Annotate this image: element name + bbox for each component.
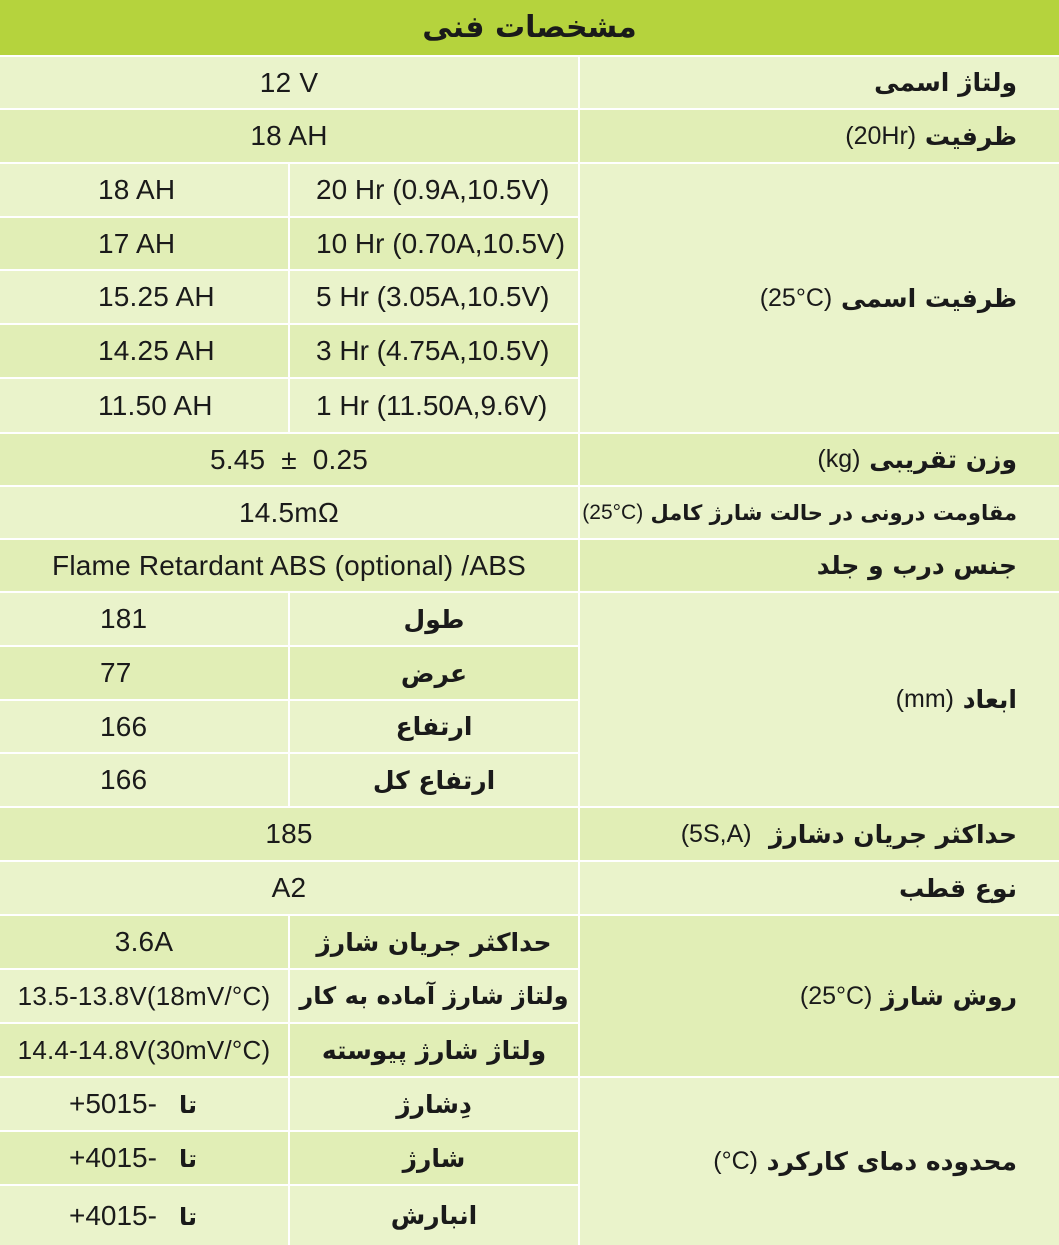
rated-capacity-value-2: 17 AH: [0, 218, 288, 269]
label-internal-resistance: (25°C) مقاومت درونی در حالت شارژ کامل: [580, 487, 1059, 538]
value-max-discharge: 185: [0, 808, 578, 860]
label-charge-method: (25°C) روش شارژ: [580, 916, 1059, 1076]
value-capacity-20hr: 18 AH: [0, 110, 578, 162]
temp-storage-range: [0, 1186, 288, 1245]
label-weight: (kg) وزن تقریبی: [580, 434, 1059, 485]
charge-cycle-voltage-label: ولتاژ شارژ پیوسته: [290, 1024, 578, 1076]
rated-capacity-value-4: 14.25 AH: [0, 325, 288, 377]
temp-discharge-high: +50: [68, 1088, 117, 1119]
rated-capacity-rate-2: 10 Hr (0.70A,10.5V): [290, 218, 578, 269]
label-capacity-20hr: (20Hr) ظرفیت: [580, 110, 1059, 162]
charge-standby-voltage-value: 13.5-13.8V(18mV/°C): [0, 970, 288, 1022]
temp-charge-high: +40: [68, 1142, 117, 1173]
temp-charge-low: -15: [116, 1142, 157, 1173]
label-rated-capacity: (25°C) ظرفیت اسمی: [580, 164, 1059, 432]
temp-storage-high: +40: [68, 1199, 117, 1231]
dimension-total-height-label: ارتفاع کل: [290, 754, 578, 806]
temp-discharge-low: -15: [116, 1088, 157, 1119]
label-nominal-voltage: ولتاژ اسمی: [580, 57, 1059, 108]
dimension-length-value: 181: [0, 593, 288, 645]
temp-charge-range: [0, 1132, 288, 1184]
temp-storage-to: تا: [178, 1202, 197, 1231]
label-operating-temp: (°C) محدوده دمای کارکرد: [580, 1078, 1059, 1245]
label-max-discharge: (5S,A) حداکثر جریان دشارژ: [580, 808, 1059, 860]
label-dimensions: (mm) ابعاد: [580, 593, 1059, 806]
charge-cycle-voltage-value: 14.4-14.8V(30mV/°C): [0, 1024, 288, 1076]
dimension-width-value: 77: [0, 647, 288, 699]
value-nominal-voltage: 12 V: [0, 57, 578, 108]
rated-capacity-rate-1: 20 Hr (0.9A,10.5V): [290, 164, 578, 216]
rated-capacity-value-1: 18 AH: [0, 164, 288, 216]
temp-discharge-label: دِشارژ: [290, 1078, 578, 1130]
value-internal-resistance: 14.5mΩ: [0, 487, 578, 538]
charge-standby-voltage-label: ولتاژ شارژ آماده به کار: [290, 970, 578, 1022]
dimension-total-height-value: 166: [0, 754, 288, 806]
temp-charge-to: تا: [178, 1145, 197, 1173]
rated-capacity-rate-3: 5 Hr (3.05A,10.5V): [290, 271, 578, 323]
dimension-length-label: طول: [290, 593, 578, 645]
dimension-height-value: 166: [0, 701, 288, 752]
value-weight: 5.45 ± 0.25: [0, 434, 578, 485]
label-terminal-type: نوع قطب: [580, 862, 1059, 914]
charge-max-current-value: 3.6A: [0, 916, 288, 968]
rated-capacity-rate-4: 3 Hr (4.75A,10.5V): [290, 325, 578, 377]
rated-capacity-value-3: 15.25 AH: [0, 271, 288, 323]
temp-charge-label: شارژ: [290, 1132, 578, 1184]
charge-max-current-label: حداکثر جریان شارژ: [290, 916, 578, 968]
value-case-material: Flame Retardant ABS (optional) /ABS: [0, 540, 578, 591]
table-title: مشخصات فنی: [0, 0, 1059, 55]
temp-discharge-range: [0, 1078, 288, 1130]
dimension-width-label: عرض: [290, 647, 578, 699]
rated-capacity-value-5: 11.50 AH: [0, 379, 288, 432]
temp-discharge-to: تا: [178, 1091, 197, 1119]
label-case-material: جنس درب و جلد: [580, 540, 1059, 591]
temp-storage-low: -15: [116, 1199, 157, 1231]
dimension-height-label: ارتفاع: [290, 701, 578, 752]
rated-capacity-rate-5: 1 Hr (11.50A,9.6V): [290, 379, 578, 432]
temp-storage-label: انبارش: [290, 1186, 578, 1245]
value-terminal-type: A2: [0, 862, 578, 914]
